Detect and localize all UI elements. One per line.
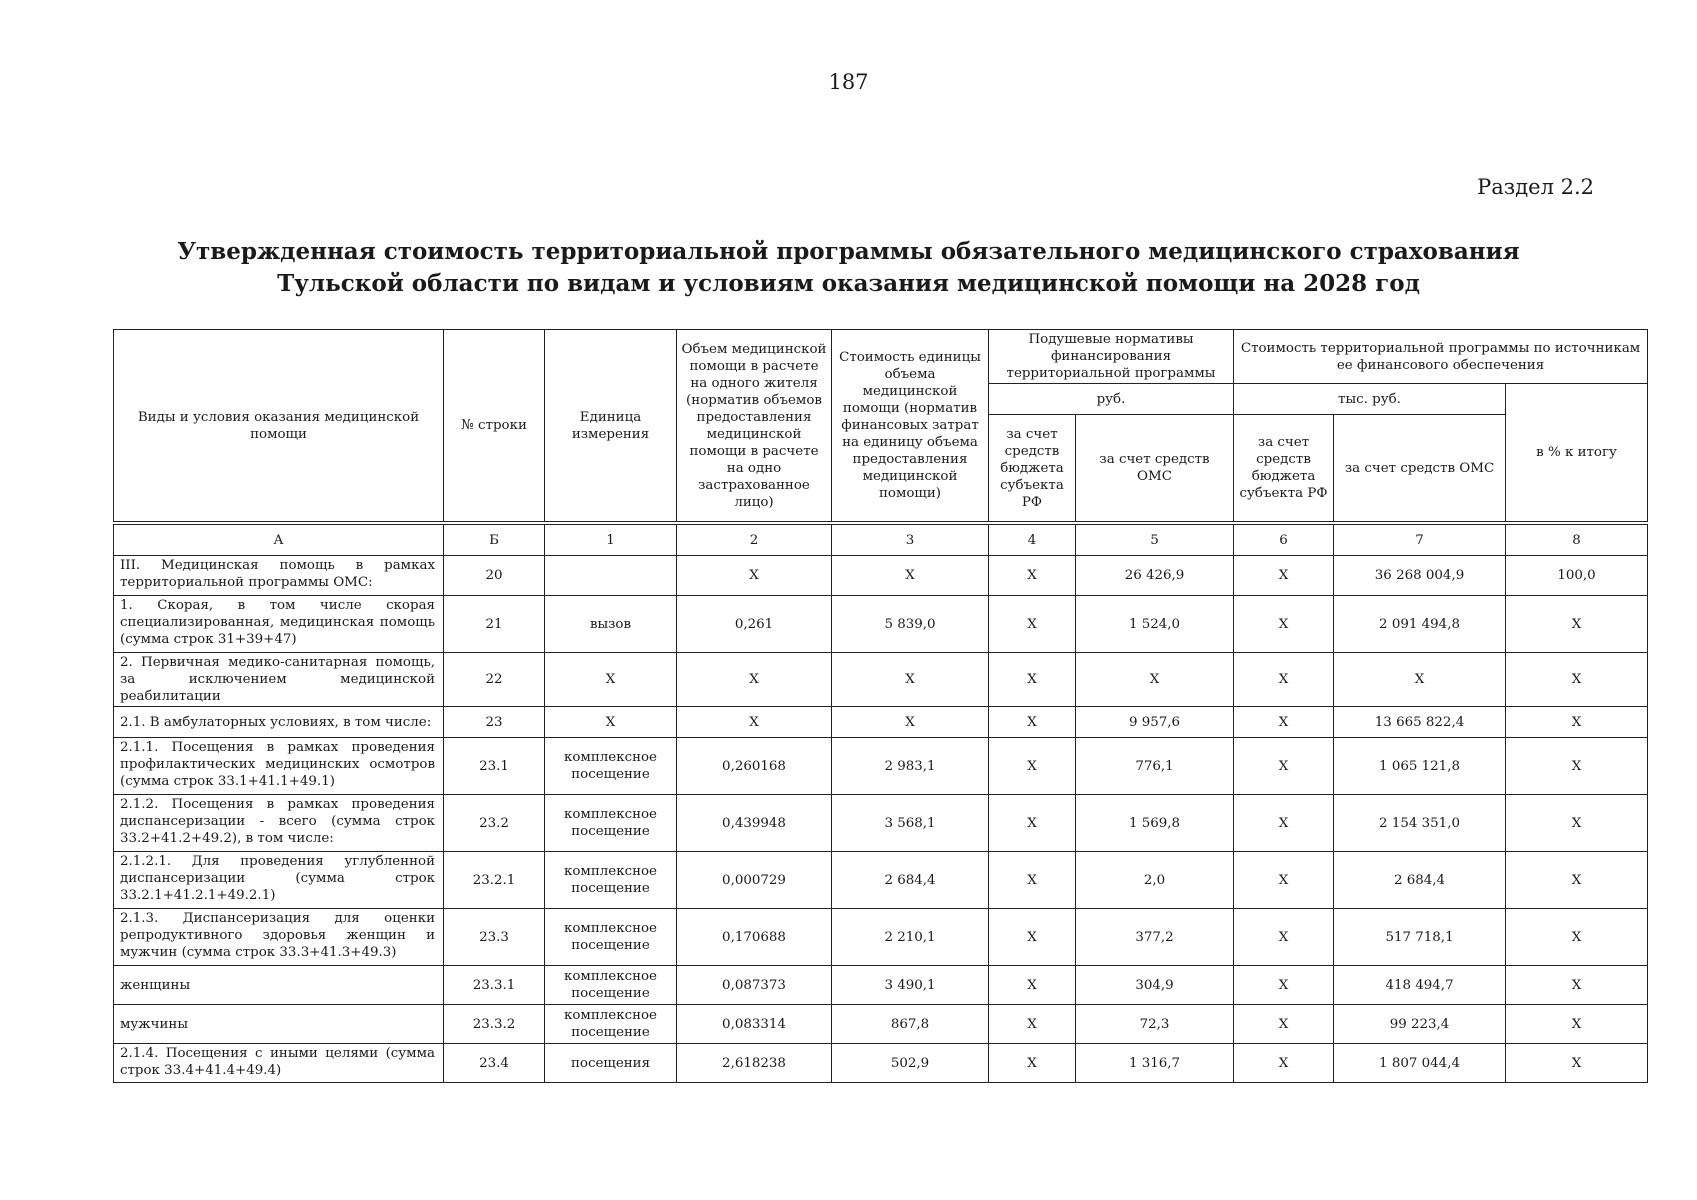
row-volume: 0,439948 [677,795,832,852]
header-pc-oms: за счет средств ОМС [1076,415,1234,524]
row-number: 23.1 [444,738,545,795]
row-unit: комплексное посещение [545,966,677,1005]
row-tc-oms: 99 223,4 [1334,1005,1506,1044]
row-number: 21 [444,596,545,653]
table-row [114,653,1648,707]
row-pc-budget: Х [989,596,1076,653]
row-unit: комплексное посещение [545,1005,677,1044]
row-number: 23.2 [444,795,545,852]
row-percent: 100,0 [1506,556,1648,596]
row-tc-oms: 2 154 351,0 [1334,795,1506,852]
header-per-capita: Подушевые нормативы финансирования территориальной программы [989,330,1234,384]
row-pc-budget: Х [989,852,1076,909]
row-percent: Х [1506,707,1648,738]
row-name: 2.1. В амбулаторных условиях, в том числе: [114,707,444,738]
row-pc-oms: Х [1076,653,1234,707]
row-name: 2.1.3. Диспансеризация для оценки репродуктивного здоровья женщин и мужчин (сумма строк 33.3+41.3+49.3) [114,909,444,966]
row-tc-oms: 2 684,4 [1334,852,1506,909]
row-pc-oms: 1 524,0 [1076,596,1234,653]
row-unit-cost: Х [832,653,989,707]
row-number: 23.3.1 [444,966,545,1005]
row-name: III. Медицинская помощь в рамках территориальной программы ОМС: [114,556,444,596]
row-name: 2.1.2.1. Для проведения углубленной диспансеризации (сумма строк 33.2.1+41.2.1+49.2.1) [114,852,444,909]
row-name: 1. Скорая, в том числе скорая специализированная, медицинская помощь (сумма строк 31+39+47) [114,596,444,653]
column-letter: 4 [989,523,1076,556]
row-unit: комплексное посещение [545,909,677,966]
column-letter: 1 [545,523,677,556]
row-volume: 0,083314 [677,1005,832,1044]
row-percent: Х [1506,852,1648,909]
column-letters-row [114,523,1648,556]
row-percent: Х [1506,1005,1648,1044]
row-tc-budget: Х [1234,707,1334,738]
header-tc-oms: за счет средств ОМС [1334,415,1506,524]
row-unit: комплексное посещение [545,795,677,852]
row-volume: Х [677,556,832,596]
row-name: мужчины [114,1005,444,1044]
row-unit-cost: 867,8 [832,1005,989,1044]
row-number: 23.3 [444,909,545,966]
row-pc-oms: 72,3 [1076,1005,1234,1044]
title-line-1: Утвержденная стоимость территориальной программы обязательного медицинского страхования [177,238,1520,265]
row-pc-oms: 9 957,6 [1076,707,1234,738]
row-name: 2. Первичная медико-санитарная помощь, за исключением медицинской реабилитации [114,653,444,707]
row-number: 20 [444,556,545,596]
column-letter: А [114,523,444,556]
row-volume: 0,170688 [677,909,832,966]
row-unit-cost: Х [832,707,989,738]
row-unit: комплексное посещение [545,738,677,795]
row-number: 22 [444,653,545,707]
header-unit-cost: Стоимость единицы объема медицинской помощи (норматив финансовых затрат на единицу объема предоставления медицинской помощи) [832,330,989,524]
row-unit-cost: 3 568,1 [832,795,989,852]
header-unit: Единица измерения [545,330,677,524]
row-tc-oms: 1 807 044,4 [1334,1044,1506,1083]
row-unit [545,556,677,596]
row-pc-budget: Х [989,556,1076,596]
row-unit: посещения [545,1044,677,1083]
header-rub: руб. [989,384,1234,415]
column-letter: Б [444,523,545,556]
row-tc-budget: Х [1234,966,1334,1005]
row-pc-oms: 377,2 [1076,909,1234,966]
row-pc-oms: 776,1 [1076,738,1234,795]
row-volume: 0,000729 [677,852,832,909]
cost-table [113,329,1648,1083]
row-tc-budget: Х [1234,556,1334,596]
row-percent: Х [1506,795,1648,852]
row-volume: 0,261 [677,596,832,653]
row-unit: комплексное посещение [545,852,677,909]
row-tc-budget: Х [1234,738,1334,795]
page-number: 187 [828,70,869,94]
column-letter: 3 [832,523,989,556]
row-tc-oms: 2 091 494,8 [1334,596,1506,653]
row-tc-oms: Х [1334,653,1506,707]
row-tc-budget: Х [1234,653,1334,707]
row-pc-budget: Х [989,909,1076,966]
table-row [114,966,1648,1005]
row-pc-budget: Х [989,795,1076,852]
column-letter: 5 [1076,523,1234,556]
row-unit-cost: 2 983,1 [832,738,989,795]
document-title [0,236,1697,300]
row-unit-cost: 2 210,1 [832,909,989,966]
header-pc-budget: за счет средств бюджета субъекта РФ [989,415,1076,524]
column-letter: 2 [677,523,832,556]
row-unit: Х [545,707,677,738]
row-tc-oms: 418 494,7 [1334,966,1506,1005]
row-unit-cost: 5 839,0 [832,596,989,653]
row-volume: 0,087373 [677,966,832,1005]
table-header [114,330,1648,524]
column-letter: 6 [1234,523,1334,556]
row-name: женщины [114,966,444,1005]
header-volume: Объем медицинской помощи в расчете на одного жителя (норматив объемов предоставления медицинской помощи в расчете на одно застрахованное лицо) [677,330,832,524]
table-row [114,596,1648,653]
row-tc-oms: 36 268 004,9 [1334,556,1506,596]
header-row-no: № строки [444,330,545,524]
row-tc-budget: Х [1234,596,1334,653]
section-label: Раздел 2.2 [1477,175,1594,199]
row-volume: Х [677,653,832,707]
row-percent: Х [1506,1044,1648,1083]
table-row [114,707,1648,738]
row-tc-budget: Х [1234,1044,1334,1083]
table-row [114,852,1648,909]
row-percent: Х [1506,596,1648,653]
row-tc-oms: 1 065 121,8 [1334,738,1506,795]
row-name: 2.1.4. Посещения с иными целями (сумма строк 33.4+41.4+49.4) [114,1044,444,1083]
row-unit-cost: 502,9 [832,1044,989,1083]
row-pc-oms: 1 316,7 [1076,1044,1234,1083]
row-tc-oms: 13 665 822,4 [1334,707,1506,738]
table-row [114,1005,1648,1044]
row-tc-budget: Х [1234,1005,1334,1044]
row-tc-budget: Х [1234,852,1334,909]
row-percent: Х [1506,738,1648,795]
row-pc-budget: Х [989,738,1076,795]
row-percent: Х [1506,909,1648,966]
row-number: 23.4 [444,1044,545,1083]
row-volume: 0,260168 [677,738,832,795]
column-letter: 7 [1334,523,1506,556]
row-pc-oms: 26 426,9 [1076,556,1234,596]
table-row [114,909,1648,966]
header-thousand-rub: тыс. руб. [1234,384,1506,415]
row-unit: Х [545,653,677,707]
row-percent: Х [1506,653,1648,707]
header-tc-budget: за счет средств бюджета субъекта РФ [1234,415,1334,524]
header-program-cost: Стоимость территориальной программы по источникам ее финансового обеспечения [1234,330,1648,384]
table-row [114,795,1648,852]
row-pc-budget: Х [989,1044,1076,1083]
row-volume: 2,618238 [677,1044,832,1083]
row-pc-budget: Х [989,707,1076,738]
row-percent: Х [1506,966,1648,1005]
row-number: 23.3.2 [444,1005,545,1044]
table-row [114,556,1648,596]
header-type: Виды и условия оказания медицинской помощи [114,330,444,524]
row-pc-oms: 304,9 [1076,966,1234,1005]
row-unit-cost: 2 684,4 [832,852,989,909]
row-pc-oms: 2,0 [1076,852,1234,909]
table-row [114,738,1648,795]
row-tc-budget: Х [1234,795,1334,852]
row-unit: вызов [545,596,677,653]
column-letter: 8 [1506,523,1648,556]
row-name: 2.1.2. Посещения в рамках проведения диспансеризации - всего (сумма строк 33.2+41.2+49.2), в том числе: [114,795,444,852]
table-body [114,523,1648,1083]
row-number: 23.2.1 [444,852,545,909]
table-row [114,1044,1648,1083]
title-line-2: Тульской области по видам и условиям оказания медицинской помощи на 2028 год [277,270,1420,297]
header-percent: в % к итогу [1506,384,1648,524]
row-volume: Х [677,707,832,738]
row-pc-oms: 1 569,8 [1076,795,1234,852]
row-pc-budget: Х [989,966,1076,1005]
row-tc-budget: Х [1234,909,1334,966]
row-pc-budget: Х [989,653,1076,707]
row-name: 2.1.1. Посещения в рамках проведения профилактических медицинских осмотров (сумма строк 33.1+41.1+49.1) [114,738,444,795]
row-unit-cost: Х [832,556,989,596]
row-number: 23 [444,707,545,738]
row-pc-budget: Х [989,1005,1076,1044]
row-tc-oms: 517 718,1 [1334,909,1506,966]
row-unit-cost: 3 490,1 [832,966,989,1005]
